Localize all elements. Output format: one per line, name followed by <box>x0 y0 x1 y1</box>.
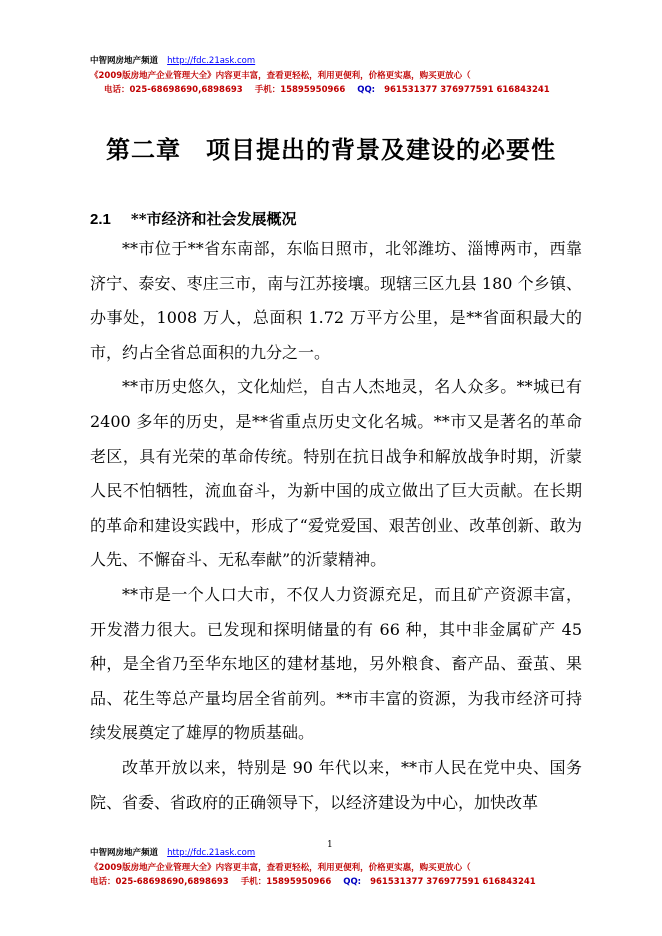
header-promo: 《2009版房地产企业管理大全》内容更丰富，查看更轻松，利用更便利，价格更实惠，购买更放心（ <box>90 71 471 81</box>
footer-url-link[interactable]: http://fdc.21ask.com <box>167 848 256 858</box>
footer-mobile: 手机：15895950966 <box>240 877 332 887</box>
footer-site-line <box>90 840 545 859</box>
page-number: 1 <box>327 840 333 850</box>
footer-contact <box>90 875 545 887</box>
header-qq-label: QQ: <box>357 85 376 95</box>
chapter-title: 第二章 项目提出的背景及建设的必要性 <box>106 135 556 164</box>
section-title: **市经济和社会发展概况 <box>130 210 297 228</box>
header-phone: 电话：025-68698690,6898693 <box>104 85 243 95</box>
header-contact <box>90 83 559 95</box>
footer-qq-label: QQ: <box>343 877 362 887</box>
paragraph: **市位于**省东南部，东临日照市，北邻潍坊、淄博两市，西靠济宁、泰安、枣庄三市，南与江苏接壤。现辖三区九县 180 个乡镇、办事处，1008 万人，总面积 1.72 万平方公里，是**省面积最大的市，约占全省总面积的九分之一。 <box>90 239 582 362</box>
header-site-name: 中智网房地产频道 <box>90 56 159 66</box>
paragraph: 改革开放以来，特别是 90 年代以来，**市人民在党中央、国务院、省委、省政府的正确领导下，以经济建设为中心，加快改革 <box>90 757 582 812</box>
footer-phone: 电话：025-68698690,6898693 <box>90 877 229 887</box>
paragraph: **市历史悠久，文化灿烂，自古人杰地灵，名人众多。**城已有 2400 多年的历史，是**省重点历史文化名城。**市又是著名的革命老区，具有光荣的革命传统。特别在抗日战争和解放战争时期，沂蒙人民不怕牺牲，流血奋斗，为新中国的成立做出了巨大贡献。在长期的革命和建设实践中，形成了“爱党爱国、艰苦创业、改革创新、敢为人先、不懈奋斗、无私奉献”的沂蒙精神。 <box>90 377 582 570</box>
page-header <box>90 48 559 95</box>
body-text <box>90 232 582 820</box>
header-url-link[interactable]: http://fdc.21ask.com <box>167 56 256 66</box>
footer-site-name: 中智网房地产频道 <box>90 848 159 858</box>
header-site-line <box>90 48 559 67</box>
footer-qq: 961531377 376977591 616843241 <box>370 877 536 887</box>
section-heading <box>90 208 297 229</box>
page-footer <box>90 840 545 887</box>
section-number: 2.1 <box>90 211 111 228</box>
header-qq: 961531377 376977591 616843241 <box>384 85 550 95</box>
footer-promo: 《2009版房地产企业管理大全》内容更丰富，查看更轻松，利用更便利，价格更实惠，购买更放心（ <box>90 863 471 873</box>
header-mobile: 手机：15895950966 <box>254 85 346 95</box>
paragraph: **市是一个人口大市，不仅人力资源充足，而且矿产资源丰富，开发潜力很大。已发现和探明储量的有 66 种，其中非金属矿产 45 种，是全省乃至华东地区的建材基地，另外粮食、畜产品、蚕茧、果品、花生等总产量均居全省前列。**市丰富的资源，为我市经济可持续发展奠定了雄厚的物质基础。 <box>90 584 582 743</box>
